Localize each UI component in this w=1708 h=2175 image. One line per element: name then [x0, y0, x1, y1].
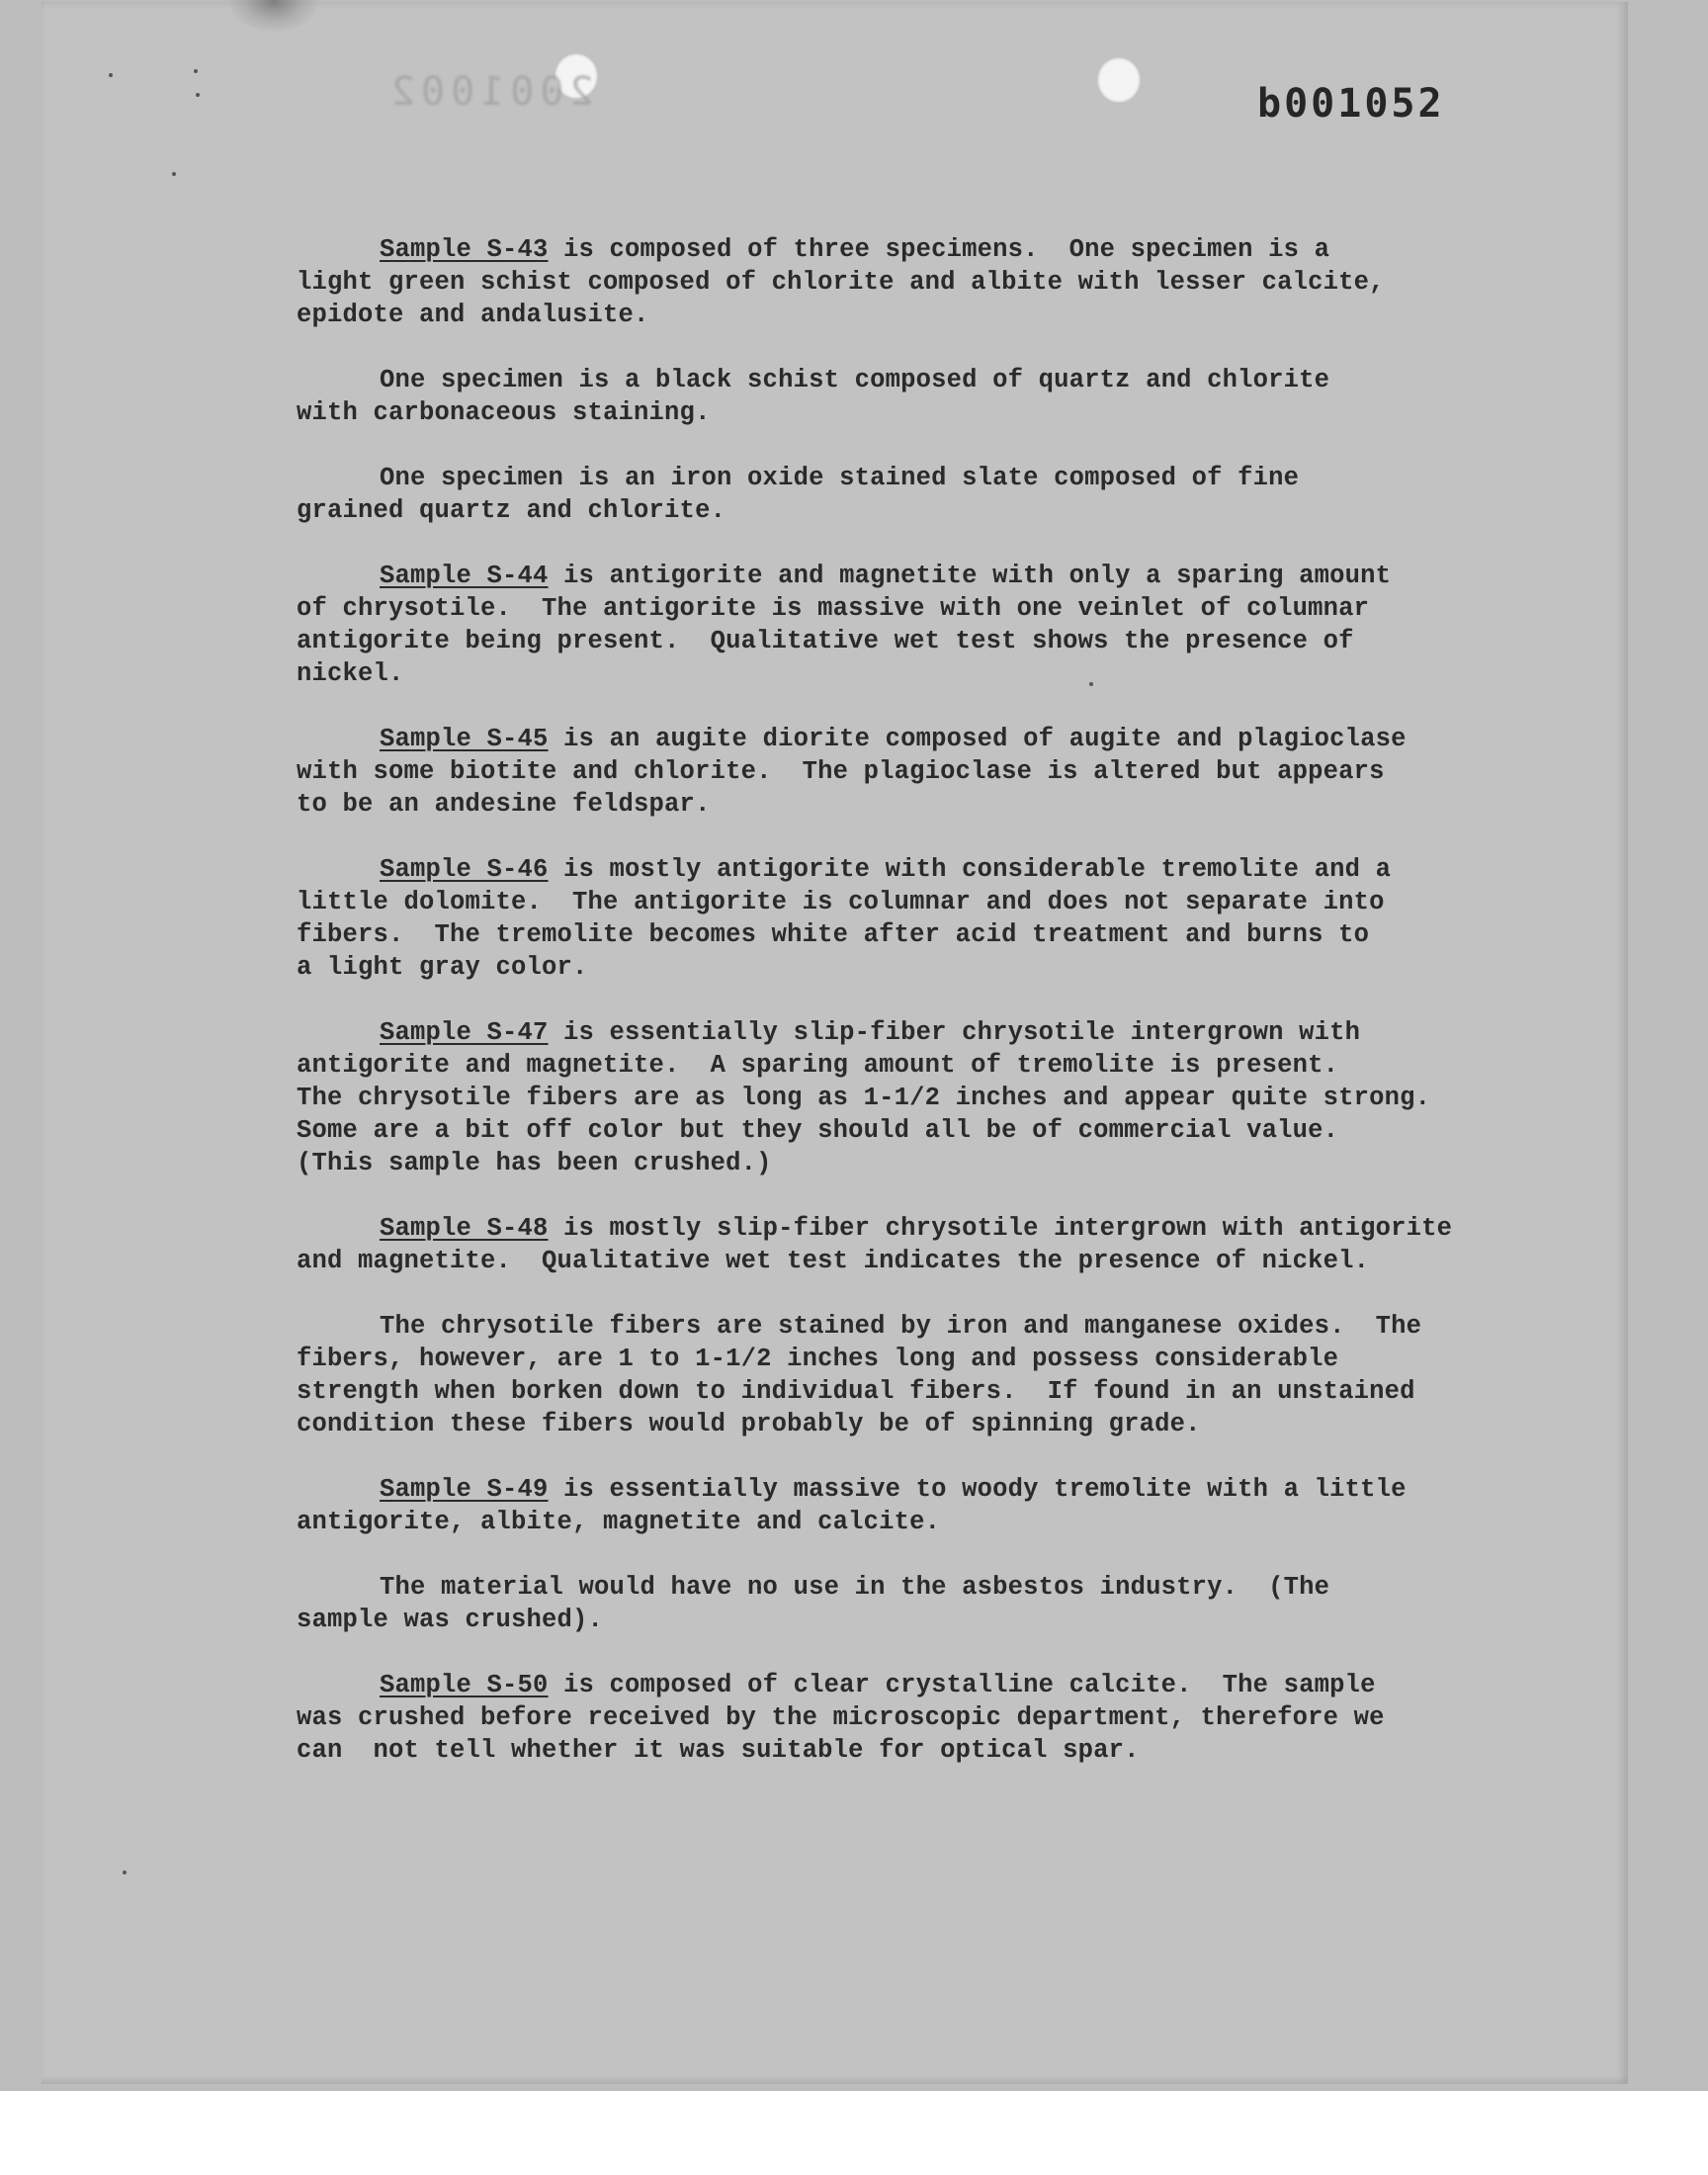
speck	[196, 93, 200, 97]
paragraph-line: epidote and andalusite.	[297, 301, 649, 329]
paragraph-line: little dolomite. The antigorite is columnar and does not separate into	[297, 888, 1385, 916]
paragraph-line: nickel.	[297, 659, 404, 688]
paragraph-line: light green schist composed of chlorite and albite with lesser calcite,	[297, 268, 1385, 297]
paragraph	[297, 723, 1552, 821]
paragraph-line: antigorite and magnetite. A sparing amount of tremolite is present.	[297, 1051, 1339, 1080]
paragraph-line: with carbonaceous staining.	[297, 398, 711, 427]
paragraph-line: to be an andesine feldspar.	[297, 790, 711, 819]
sample-label: Sample S-48	[380, 1214, 549, 1243]
paragraph	[297, 364, 1552, 429]
paragraph-line: The chrysotile fibers are as long as 1-1/2 inches and appear quite strong.	[297, 1084, 1431, 1112]
speck	[123, 1870, 127, 1874]
paragraph	[297, 1669, 1552, 1767]
paragraph-first-line	[297, 364, 1552, 396]
corner-smudge	[229, 0, 318, 32]
sample-label: Sample S-44	[380, 562, 549, 590]
paragraph-line: was crushed before received by the microscopic department, therefore we	[297, 1703, 1385, 1732]
paragraph-text: is composed of three specimens. One specimen is a	[548, 235, 1330, 264]
paragraph-line: fibers, however, are 1 to 1-1/2 inches long and possess considerable	[297, 1345, 1339, 1373]
paragraph-first-line	[297, 1473, 1552, 1506]
paragraph-text: One specimen is an iron oxide stained slate composed of fine	[380, 464, 1300, 492]
paragraph	[297, 462, 1552, 527]
paragraph-line: a light gray color.	[297, 953, 588, 982]
sample-label: Sample S-46	[380, 855, 549, 884]
paragraph-first-line	[297, 560, 1552, 592]
paragraph-text: is an augite diorite composed of augite and plagioclase	[548, 725, 1407, 753]
sample-label: Sample S-45	[380, 725, 549, 753]
paragraph	[297, 233, 1552, 331]
paragraph	[297, 560, 1552, 690]
paragraph-text: The chrysotile fibers are stained by iron and manganese oxides. The	[380, 1312, 1422, 1341]
paragraph-line: antigorite being present. Qualitative wet test shows the presence of	[297, 627, 1354, 655]
sample-label: Sample S-43	[380, 235, 549, 264]
paragraph-text: is mostly slip-fiber chrysotile intergrown with antigorite	[548, 1214, 1453, 1243]
paragraph-first-line	[297, 1669, 1552, 1701]
paragraph	[297, 1212, 1552, 1277]
speck	[194, 69, 198, 73]
paragraph-text: The material would have no use in the asbestos industry. (The	[380, 1573, 1330, 1602]
sample-label: Sample S-49	[380, 1475, 549, 1504]
speck	[172, 172, 176, 176]
paragraph	[297, 1571, 1552, 1636]
document-number: b001052	[1257, 81, 1445, 127]
paragraph-text: is composed of clear crystalline calcite. The sample	[548, 1671, 1376, 1699]
paragraph-text: is essentially slip-fiber chrysotile intergrown with	[548, 1018, 1361, 1047]
paragraph-line: with some biotite and chlorite. The plagioclase is altered but appears	[297, 757, 1385, 786]
paragraph-line: sample was crushed).	[297, 1606, 604, 1634]
paragraph-first-line	[297, 723, 1552, 755]
paragraph-first-line	[297, 233, 1552, 266]
sample-label: Sample S-50	[380, 1671, 549, 1699]
paragraph-first-line	[297, 1310, 1552, 1343]
paragraph-line: grained quartz and chlorite.	[297, 496, 726, 525]
paragraph-line: antigorite, albite, magnetite and calcite.	[297, 1508, 941, 1536]
paragraph-line: of chrysotile. The antigorite is massive with one veinlet of columnar	[297, 594, 1370, 623]
paragraph-first-line	[297, 1016, 1552, 1049]
paragraph-text: is essentially massive to woody tremolite with a little	[548, 1475, 1407, 1504]
speck	[109, 73, 113, 77]
paragraph-first-line	[297, 853, 1552, 886]
paragraph-line: Some are a bit off color but they should all be of commercial value.	[297, 1116, 1339, 1145]
paragraph-line: and magnetite. Qualitative wet test indicates the presence of nickel.	[297, 1247, 1370, 1275]
paragraph-text: One specimen is a black schist composed of quartz and chlorite	[380, 366, 1330, 394]
document-body	[297, 233, 1552, 1799]
paragraph-first-line	[297, 1212, 1552, 1245]
paragraph-line: can not tell whether it was suitable for optical spar.	[297, 1736, 1140, 1765]
paragraph-line: (This sample has been crushed.)	[297, 1149, 772, 1177]
punch-hole-right	[1097, 57, 1141, 103]
paragraph	[297, 853, 1552, 984]
paragraph-line: condition these fibers would probably be of spinning grade.	[297, 1410, 1201, 1438]
paragraph	[297, 1016, 1552, 1179]
paragraph-first-line	[297, 1571, 1552, 1604]
paragraph-text: is mostly antigorite with considerable tremolite and a	[548, 855, 1392, 884]
paragraph-text: is antigorite and magnetite with only a sparing amount	[548, 562, 1392, 590]
sample-label: Sample S-47	[380, 1018, 549, 1047]
paragraph-line: fibers. The tremolite becomes white after acid treatment and burns to	[297, 920, 1370, 949]
paragraph	[297, 1473, 1552, 1538]
paragraph	[297, 1310, 1552, 1440]
paragraph-line: strength when borken down to individual fibers. If found in an unstained	[297, 1377, 1415, 1406]
paragraph-first-line	[297, 462, 1552, 494]
bleed-through-number: 2001002	[385, 69, 594, 115]
